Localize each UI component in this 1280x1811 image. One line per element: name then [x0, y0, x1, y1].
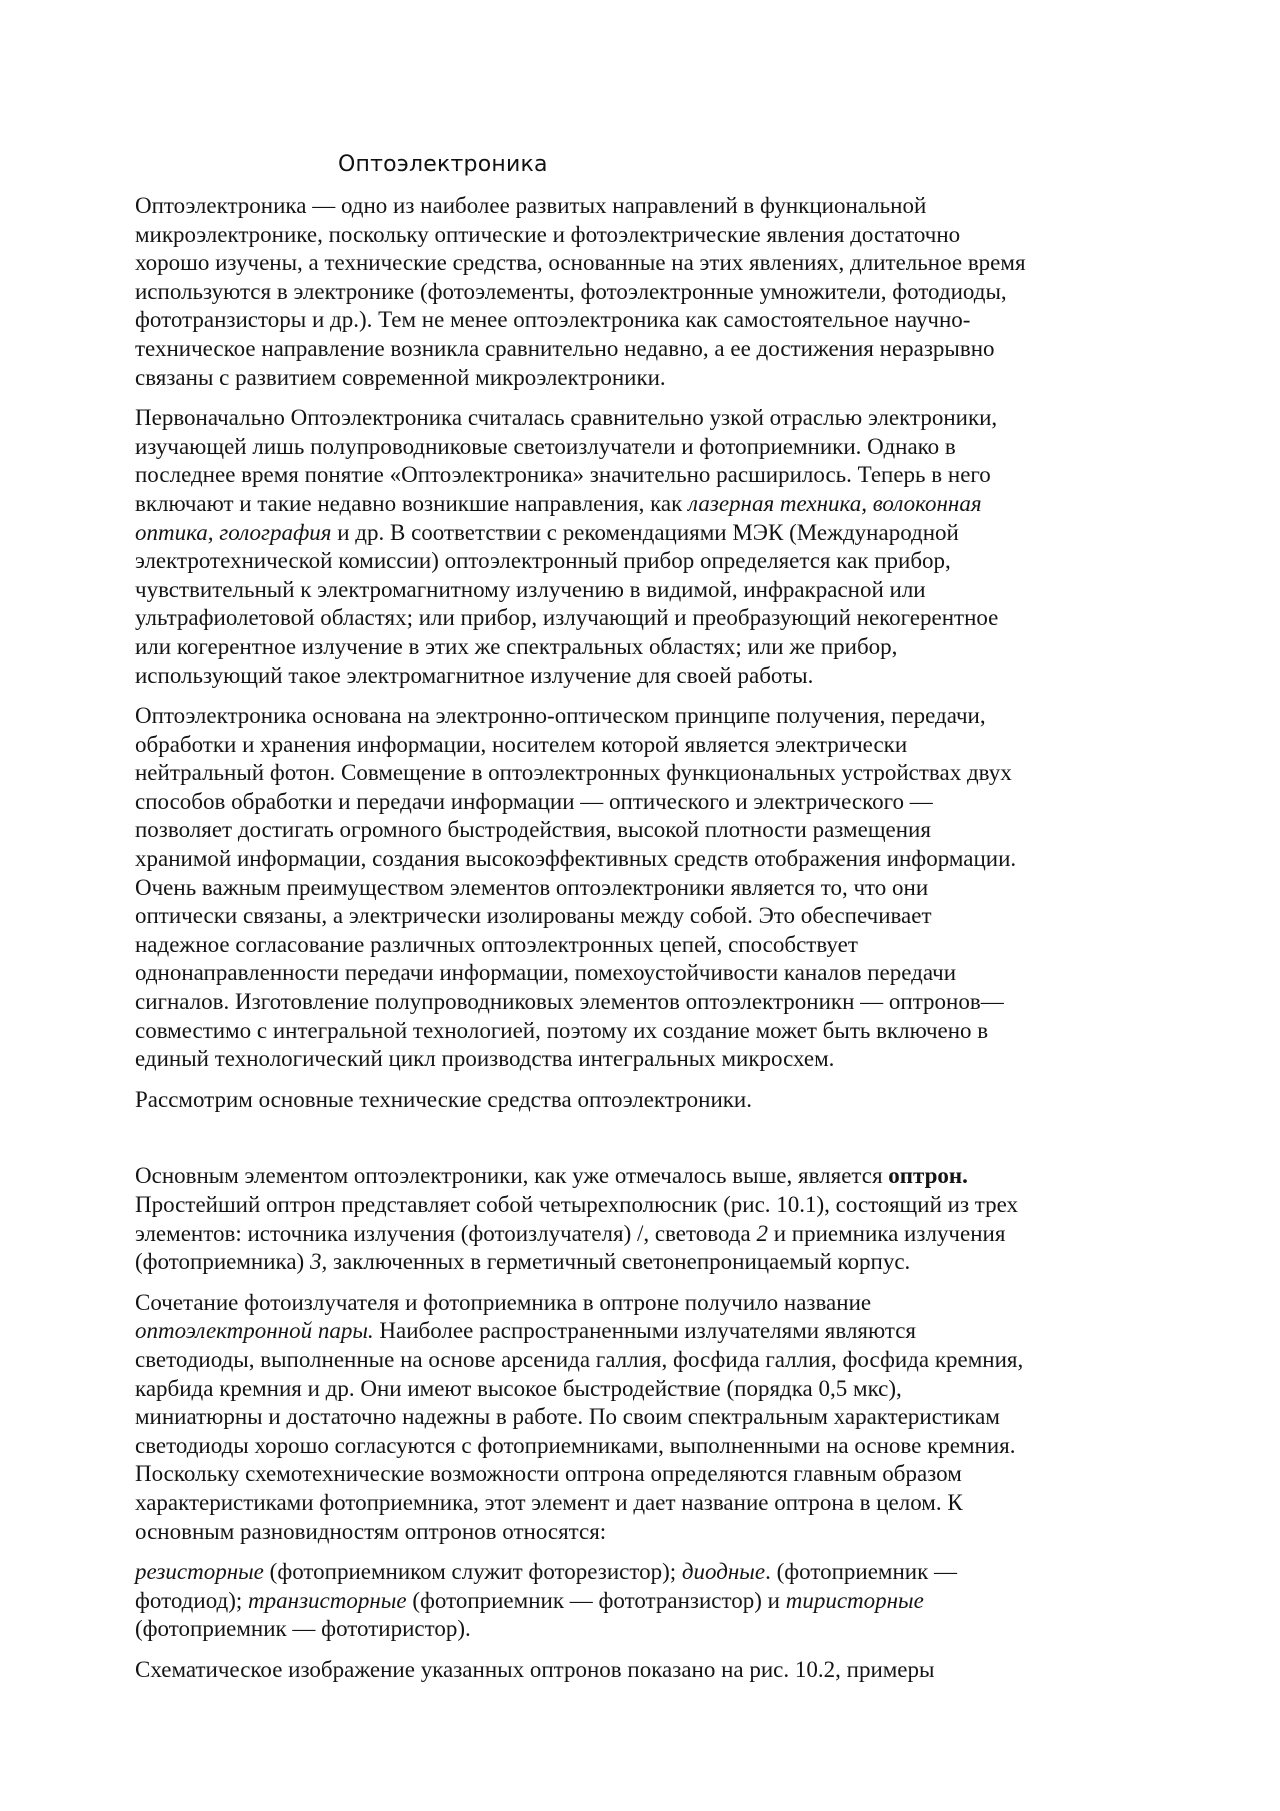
text-line: Схематическое изображение указанных оптронов показано на рис. 10.2, примеры	[135, 1656, 935, 1682]
text-line	[135, 1558, 1147, 1587]
text-run: фотодиод);	[135, 1587, 249, 1613]
text-line: Простейший оптрон представляет собой четырехполюсник (рис. 10.1), состоящий из трех	[135, 1192, 1019, 1217]
bold-term: оптрон.	[888, 1163, 968, 1189]
text-line: хорошо изучены, а технические средства, основанные на этих явлениях, длительное время	[135, 250, 1026, 276]
paragraph-8	[135, 1656, 1147, 1685]
text-run: Наиболее распространенными излучателями являются	[373, 1318, 916, 1344]
paragraph-1	[135, 192, 1147, 392]
text-run: . (фотоприемник —	[765, 1559, 958, 1585]
italic-term: оптика, голография	[135, 519, 332, 545]
text-line: обработки и хранения информации, носителем которой является электрически	[135, 731, 908, 757]
text-run: элементов: источника излучения (фотоизлучателя) /, световода	[135, 1220, 757, 1246]
document-body	[135, 192, 1147, 1697]
text-line: карбида кремния и др. Они имеют высокое быстродействие (порядка 0,5 мкс),	[135, 1375, 902, 1401]
text-run: и приемника излучения	[767, 1220, 1006, 1246]
text-line: ультрафиолетовой областях; или прибор, излучающий и преобразующий некогерентное	[135, 605, 999, 631]
text-line: миниатюрны и достаточно надежны в работе. По своим спектральным характеристикам	[135, 1404, 1000, 1430]
italic-term: 2	[756, 1220, 768, 1246]
text-line: однонаправленности передачи информации, помехоустойчивости каналов передачи	[135, 960, 957, 986]
text-line: способов обработки и передачи информации — оптического и электрического —	[135, 788, 933, 814]
text-line	[135, 1220, 1147, 1249]
italic-term: 3,	[309, 1249, 328, 1275]
text-line	[135, 1162, 1147, 1191]
text-line: микроэлектронике, поскольку оптические и фотоэлектрические явления достаточно	[135, 221, 961, 247]
text-line: совместимо с интегральной технологией, поэтому их создание может быть включено в	[135, 1017, 989, 1043]
text-line: Поскольку схемотехнические возможности оптрона определяются главным образом	[135, 1461, 962, 1487]
text-line: Рассмотрим основные технические средства оптоэлектроники.	[135, 1086, 752, 1112]
text-line: электротехнической комиссии) оптоэлектронный прибор определяется как прибор,	[135, 548, 951, 574]
text-line: позволяет достигать огромного быстродействия, высокой плотности размещения	[135, 817, 931, 843]
paragraph-5	[135, 1162, 1147, 1276]
text-line: (фотоприемник — фототиристор).	[135, 1616, 471, 1642]
italic-term: оптоэлектронной пары.	[135, 1318, 374, 1344]
italic-term: диодные	[681, 1559, 766, 1585]
text-line	[135, 1587, 1147, 1616]
text-line: использующий такое электромагнитное излучение для своей работы.	[135, 662, 814, 688]
text-line: светодиоды, выполненные на основе арсенида галлия, фосфида галлия, фосфида кремния,	[135, 1346, 1024, 1372]
text-line	[135, 1317, 1147, 1346]
text-line: Первоначально Оптоэлектроника считалась сравнительно узкой отраслью электроники,	[135, 405, 998, 431]
text-line	[135, 490, 1147, 519]
text-line: характеристиками фотоприемника, этот элемент и дает название оптрона в целом. К	[135, 1489, 963, 1515]
text-line: техническое направление возникла сравнительно недавно, а ее достижения неразрывно	[135, 335, 995, 361]
paragraph-gap	[135, 1126, 1147, 1162]
text-line: основным разновидностям оптронов относятся:	[135, 1518, 607, 1544]
italic-term: лазерная техника, волоконная	[688, 490, 982, 516]
text-line: Оптоэлектроника — одно из наиболее развитых направлений в функциональной	[135, 193, 927, 218]
text-line: связаны с развитием современной микроэлектроники.	[135, 364, 666, 390]
text-line: используются в электронике (фотоэлементы, фотоэлектронные умножители, фотодиоды,	[135, 278, 1007, 304]
text-line: изучающей лишь полупроводниковые светоизлучатели и фотоприемники. Однако в	[135, 433, 956, 459]
text-line: светодиоды хорошо согласуются с фотоприемниками, выполненными на основе кремния.	[135, 1432, 1016, 1458]
text-line: Очень важным преимуществом элементов оптоэлектроники является то, что они	[135, 874, 929, 900]
text-line: последнее время понятие «Оптоэлектроника» значительно расширилось. Теперь в него	[135, 462, 991, 488]
text-line	[135, 519, 1147, 548]
text-line	[135, 1248, 1147, 1277]
italic-term: резисторные	[135, 1559, 264, 1585]
text-line: фототранзисторы и др.). Тем не менее оптоэлектроника как самостоятельное научно-	[135, 307, 971, 333]
paragraph-6	[135, 1289, 1147, 1546]
text-run: Основным элементом оптоэлектроники, как уже отмечалось выше, является	[135, 1163, 889, 1189]
text-line: Сочетание фотоизлучателя и фотоприемника в оптроне получило название	[135, 1289, 872, 1315]
text-line: или когерентное излучение в этих же спектральных областях; или же прибор,	[135, 633, 898, 659]
italic-term: тиристорные	[785, 1587, 924, 1613]
text-line: надежное согласование различных оптоэлектронных цепей, способствует	[135, 931, 858, 957]
italic-term: транзисторные	[248, 1587, 407, 1613]
text-run: и др. В соответствии с рекомендациями МЭК (Международной	[331, 519, 959, 545]
text-line: Оптоэлектроника основана на электронно-оптическом принципе получения, передачи,	[135, 703, 986, 729]
text-line: сигналов. Изготовление полупроводниковых элементов оптоэлектроникн — оптронов—	[135, 989, 1004, 1015]
paragraph-3	[135, 702, 1147, 1074]
paragraph-2	[135, 404, 1147, 690]
text-line: оптически связаны, а электрически изолированы между собой. Это обеспечивает	[135, 903, 932, 929]
text-run: заключенных в герметичный светонепроницаемый корпус.	[327, 1249, 911, 1275]
text-line: единый технологический цикл производства интегральных микросхем.	[135, 1046, 835, 1072]
text-line: нейтральный фотон. Совмещение в оптоэлектронных функциональных устройствах двух	[135, 760, 1012, 786]
text-run: (фотоприемником служит фоторезистор);	[263, 1559, 682, 1585]
paragraph-4	[135, 1086, 1147, 1115]
document-title: Оптоэлектроника	[338, 152, 548, 177]
text-line: хранимой информации, создания высокоэффективных средств отображения информации.	[135, 846, 1017, 872]
text-run: включают и такие недавно возникшие направления, как	[135, 490, 689, 516]
text-run: (фотоприемника)	[135, 1249, 310, 1275]
text-run: (фотоприемник — фототранзистор) и	[406, 1587, 786, 1613]
paragraph-7	[135, 1558, 1147, 1644]
text-line: чувствительный к электромагнитному излучению в видимой, инфракрасной или	[135, 576, 926, 602]
